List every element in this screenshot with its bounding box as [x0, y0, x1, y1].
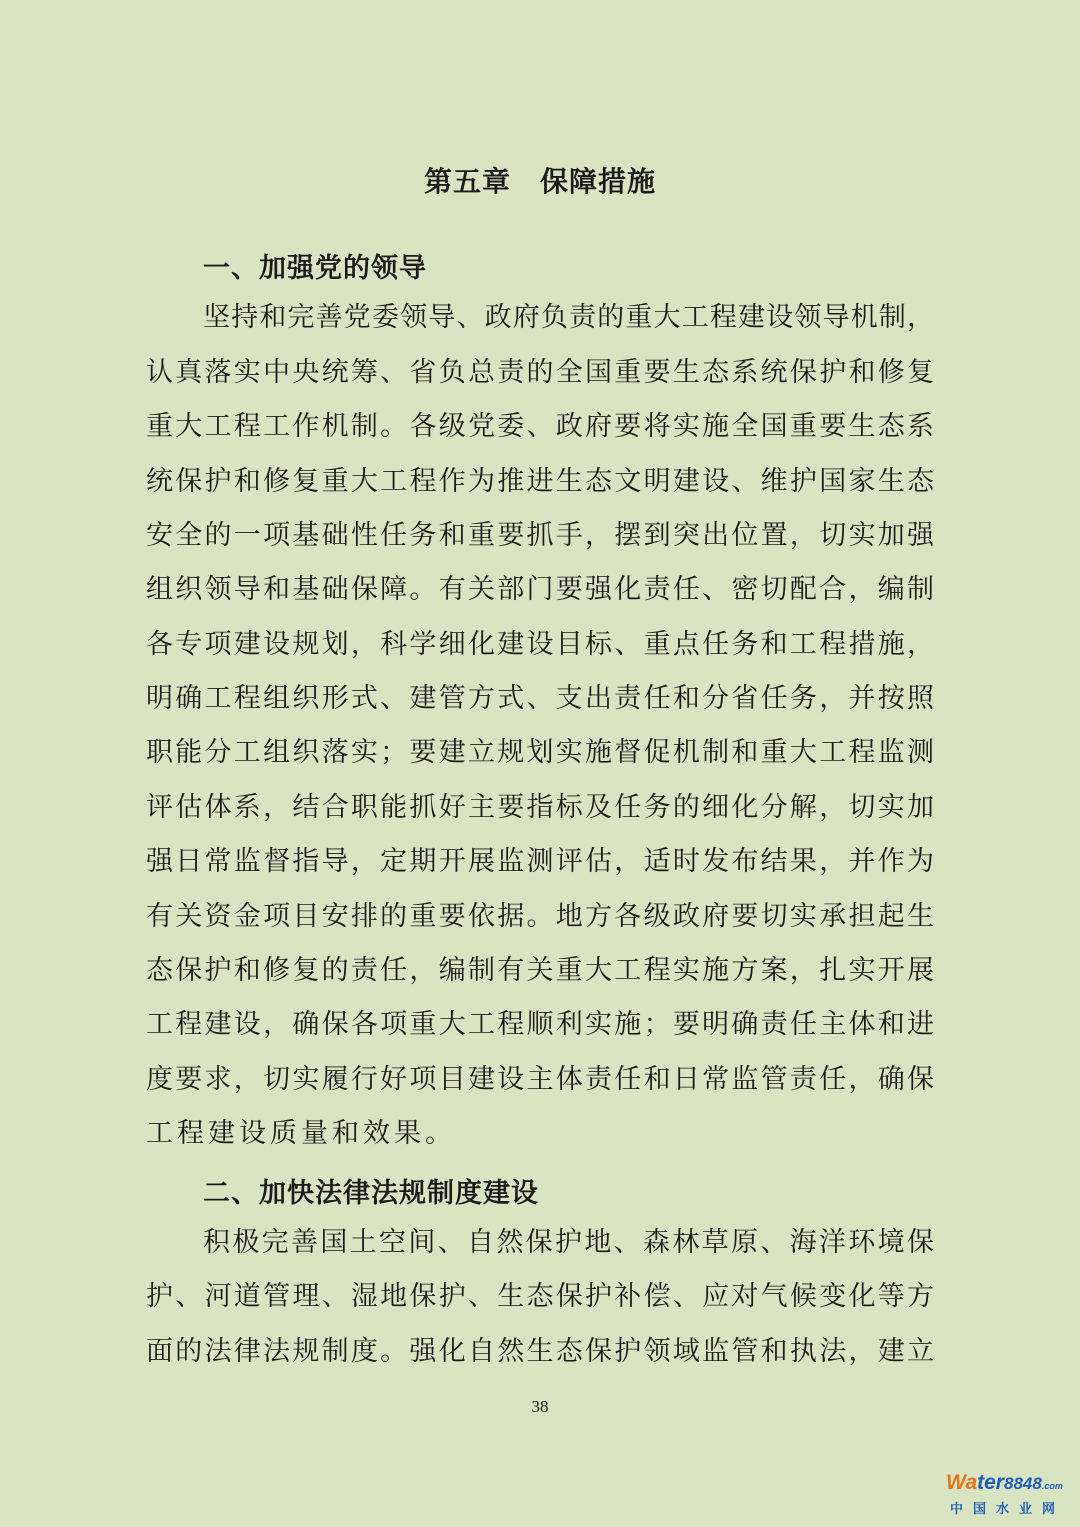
paragraph-line: 度要求，切实履行好项目建设主体责任和日常监管责任，确保 [146, 1064, 934, 1095]
section-heading-2: 二、加快法律法规制度建设 [203, 1178, 539, 1209]
page-number: 38 [531, 1397, 549, 1416]
paragraph-line: 组织领导和基础保障。有关部门要强化责任、密切配合，编制 [146, 574, 934, 605]
watermark-brand-a: Wa [946, 1471, 978, 1494]
paragraph-line: 安全的一项基础性任务和重要抓手，摆到突出位置，切实加强 [146, 520, 934, 551]
watermark-logo [946, 1471, 1072, 1521]
paragraph-line: 工程建设，确保各项重大工程顺利实施；要明确责任主体和进 [146, 1009, 934, 1040]
paragraph-line: 认真落实中央统筹、省负总责的全国重要生态系统保护和修复 [146, 357, 934, 388]
paragraph-line: 面的法律法规制度。强化自然生态保护领域监管和执法，建立 [146, 1336, 934, 1367]
paragraph-line: 强日常监督指导，定期开展监测评估，适时发布结果，并作为 [146, 846, 934, 877]
paragraph-line: 明确工程组织形式、建管方式、支出责任和分省任务，并按照 [146, 683, 934, 714]
paragraph-line: 重大工程工作机制。各级党委、政府要将实施全国重要生态系 [146, 411, 934, 442]
watermark-subtitle: 中国水业网 [950, 1502, 1066, 1517]
watermark-brand-c: 8848 [1003, 1474, 1042, 1493]
chapter-title: 第五章 保障措施 [423, 165, 656, 198]
paragraph-line: 工程建设质量和效果。 [146, 1118, 456, 1149]
paragraph-line: 统保护和修复重大工程作为推进生态文明建设、维护国家生态 [146, 466, 934, 497]
paragraph-line: 有关资金项目安排的重要依据。地方各级政府要切实承担起生 [146, 901, 934, 932]
paragraph-line: 坚持和完善党委领导、政府负责的重大工程建设领导机制， [203, 302, 934, 333]
watermark-brand-d: .com [1041, 1481, 1063, 1491]
paragraph-line: 职能分工组织落实；要建立规划实施督促机制和重大工程监测 [146, 737, 934, 768]
watermark-brand [946, 1471, 1072, 1498]
paragraph-line: 各专项建设规划，科学细化建设目标、重点任务和工程措施， [146, 629, 934, 660]
paragraph-line: 评估体系，结合职能抓好主要指标及任务的细化分解，切实加 [146, 792, 934, 823]
watermark-brand-b: ter [977, 1471, 1004, 1494]
paragraph-line: 态保护和修复的责任，编制有关重大工程实施方案，扎实开展 [146, 955, 934, 986]
section-heading-1: 一、加强党的领导 [203, 253, 427, 284]
paragraph-line: 护、河道管理、湿地保护、生态保护补偿、应对气候变化等方 [146, 1281, 934, 1312]
paragraph-line: 积极完善国土空间、自然保护地、森林草原、海洋环境保 [203, 1227, 934, 1258]
